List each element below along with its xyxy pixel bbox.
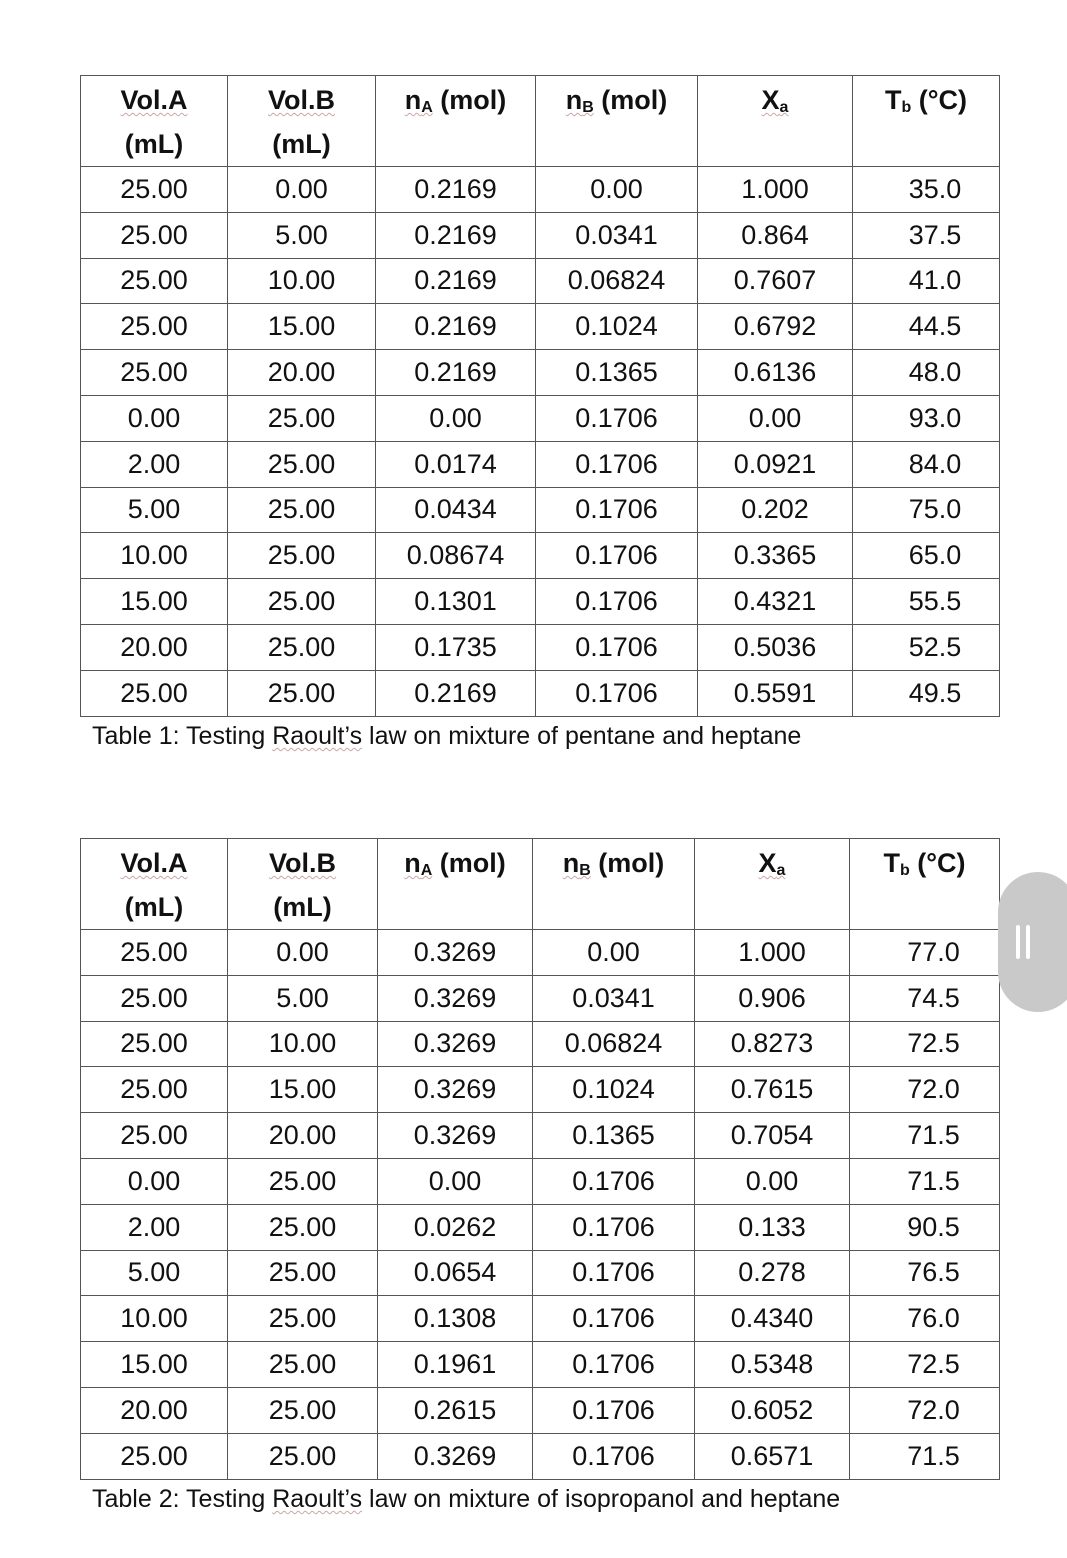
cell-n-a: 0.00 xyxy=(378,1158,533,1204)
cell-vol-a: 10.00 xyxy=(81,533,228,579)
cell-x-a: 0.00 xyxy=(695,1158,850,1204)
header-t-b: $T_b$ (°C) xyxy=(853,76,1000,167)
cell-n-a: 0.00 xyxy=(376,395,536,441)
cell-vol-a: 25.00 xyxy=(81,1067,228,1113)
cell-x-a: 0.7054 xyxy=(695,1113,850,1159)
cell-n-a: 0.2169 xyxy=(376,304,536,350)
cell-vol-b: 20.00 xyxy=(228,1113,378,1159)
table-row xyxy=(81,624,1000,670)
cell-vol-b: 25.00 xyxy=(228,441,376,487)
cell-t-b: 75.0 xyxy=(853,487,1000,533)
cell-n-b: 0.1706 xyxy=(536,670,698,716)
table-row xyxy=(81,258,1000,304)
pause-bars-icon xyxy=(998,872,1067,1012)
cell-vol-a: 25.00 xyxy=(81,258,228,304)
table-row xyxy=(81,975,1000,1021)
cell-n-b: 0.1024 xyxy=(533,1067,695,1113)
cell-n-b: 0.06824 xyxy=(536,258,698,304)
cell-x-a: 0.906 xyxy=(695,975,850,1021)
table-row xyxy=(81,212,1000,258)
cell-vol-a: 20.00 xyxy=(81,624,228,670)
cell-vol-b: 25.00 xyxy=(228,487,376,533)
header-n-b: $n_B$ (mol) xyxy=(533,839,695,930)
cell-n-b: 0.1706 xyxy=(533,1296,695,1342)
cell-vol-b: 0.00 xyxy=(228,930,378,976)
table-row xyxy=(81,1342,1000,1388)
cell-x-a: 0.7607 xyxy=(698,258,853,304)
cell-t-b: 49.5 xyxy=(853,670,1000,716)
cell-t-b: 76.0 xyxy=(850,1296,1000,1342)
cell-n-b: 0.1365 xyxy=(533,1113,695,1159)
cell-vol-b: 25.00 xyxy=(228,1433,378,1479)
cell-vol-a: 25.00 xyxy=(81,975,228,1021)
cell-vol-a: 25.00 xyxy=(81,1113,228,1159)
cell-t-b: 35.0 xyxy=(853,167,1000,213)
cell-vol-a: 5.00 xyxy=(81,487,228,533)
cell-n-b: 0.1706 xyxy=(536,441,698,487)
table-row xyxy=(81,441,1000,487)
cell-x-a: 0.4321 xyxy=(698,579,853,625)
cell-vol-b: 25.00 xyxy=(228,1158,378,1204)
cell-x-a: 0.6792 xyxy=(698,304,853,350)
cell-vol-a: 25.00 xyxy=(81,670,228,716)
cell-n-b: 0.1706 xyxy=(536,624,698,670)
cell-vol-a: 0.00 xyxy=(81,395,228,441)
cell-vol-a: 20.00 xyxy=(81,1387,228,1433)
cell-vol-b: 10.00 xyxy=(228,1021,378,1067)
cell-t-b: 84.0 xyxy=(853,441,1000,487)
cell-n-a: 0.2169 xyxy=(376,212,536,258)
cell-x-a: 0.6052 xyxy=(695,1387,850,1433)
cell-x-a: 0.278 xyxy=(695,1250,850,1296)
cell-n-a: 0.3269 xyxy=(378,1433,533,1479)
cell-vol-a: 25.00 xyxy=(81,1433,228,1479)
cell-t-b: 76.5 xyxy=(850,1250,1000,1296)
table-row xyxy=(81,395,1000,441)
data-table-1 xyxy=(80,75,1000,717)
cell-vol-b: 25.00 xyxy=(228,1296,378,1342)
cell-vol-a: 25.00 xyxy=(81,167,228,213)
cell-n-b: 0.06824 xyxy=(533,1021,695,1067)
header-x-a: $X_a$ xyxy=(695,839,850,930)
cell-t-b: 44.5 xyxy=(853,304,1000,350)
cell-n-a: 0.0174 xyxy=(376,441,536,487)
cell-n-a: 0.1961 xyxy=(378,1342,533,1388)
cell-x-a: 0.6136 xyxy=(698,350,853,396)
cell-vol-b: 25.00 xyxy=(228,579,376,625)
cell-vol-b: 10.00 xyxy=(228,258,376,304)
table-header-row xyxy=(81,76,1000,167)
cell-x-a: 0.3365 xyxy=(698,533,853,579)
cell-t-b: 37.5 xyxy=(853,212,1000,258)
cell-x-a: 0.0921 xyxy=(698,441,853,487)
cell-x-a: 0.8273 xyxy=(695,1021,850,1067)
cell-vol-a: 15.00 xyxy=(81,579,228,625)
cell-n-a: 0.0434 xyxy=(376,487,536,533)
table-1-body xyxy=(81,167,1000,717)
table-2-body xyxy=(81,930,1000,1480)
cell-vol-b: 20.00 xyxy=(228,350,376,396)
cell-n-b: 0.1706 xyxy=(536,395,698,441)
cell-n-b: 0.1706 xyxy=(533,1250,695,1296)
cell-vol-a: 25.00 xyxy=(81,304,228,350)
cell-t-b: 72.5 xyxy=(850,1342,1000,1388)
table-2-container xyxy=(80,838,1000,1480)
cell-n-b: 0.1706 xyxy=(533,1204,695,1250)
data-table-2 xyxy=(80,838,1000,1480)
cell-n-a: 0.1735 xyxy=(376,624,536,670)
header-vol-a: Vol.A (mL) xyxy=(81,76,228,167)
table-row xyxy=(81,1387,1000,1433)
cell-t-b: 71.5 xyxy=(850,1433,1000,1479)
cell-n-a: 0.2169 xyxy=(376,258,536,304)
cell-n-a: 0.3269 xyxy=(378,1067,533,1113)
cell-x-a: 0.4340 xyxy=(695,1296,850,1342)
cell-n-a: 0.1301 xyxy=(376,579,536,625)
cell-t-b: 55.5 xyxy=(853,579,1000,625)
header-vol-a: Vol.A (mL) xyxy=(81,839,228,930)
cell-n-b: 0.00 xyxy=(533,930,695,976)
header-vol-b: Vol.B (mL) xyxy=(228,839,378,930)
header-x-a: $X_a$ xyxy=(698,76,853,167)
cell-n-a: 0.2169 xyxy=(376,167,536,213)
cell-vol-b: 25.00 xyxy=(228,670,376,716)
cell-t-b: 72.0 xyxy=(850,1387,1000,1433)
cell-vol-a: 15.00 xyxy=(81,1342,228,1388)
cell-t-b: 77.0 xyxy=(850,930,1000,976)
table-row xyxy=(81,1433,1000,1479)
table-row xyxy=(81,304,1000,350)
table-row xyxy=(81,167,1000,213)
cell-t-b: 52.5 xyxy=(853,624,1000,670)
cell-t-b: 93.0 xyxy=(853,395,1000,441)
cell-t-b: 65.0 xyxy=(853,533,1000,579)
cell-x-a: 0.00 xyxy=(698,395,853,441)
table-row xyxy=(81,930,1000,976)
cell-n-b: 0.0341 xyxy=(536,212,698,258)
cell-n-b: 0.1706 xyxy=(533,1433,695,1479)
cell-n-a: 0.3269 xyxy=(378,1021,533,1067)
cell-t-b: 71.5 xyxy=(850,1158,1000,1204)
cell-n-b: 0.1024 xyxy=(536,304,698,350)
cell-x-a: 0.7615 xyxy=(695,1067,850,1113)
cell-vol-b: 0.00 xyxy=(228,167,376,213)
cell-vol-b: 25.00 xyxy=(228,533,376,579)
cell-vol-a: 2.00 xyxy=(81,441,228,487)
cell-t-b: 41.0 xyxy=(853,258,1000,304)
table-row xyxy=(81,1021,1000,1067)
cell-vol-b: 25.00 xyxy=(228,1342,378,1388)
cell-n-a: 0.0654 xyxy=(378,1250,533,1296)
header-t-b: $T_b$ (°C) xyxy=(850,839,1000,930)
cell-t-b: 72.0 xyxy=(850,1067,1000,1113)
cell-x-a: 0.5036 xyxy=(698,624,853,670)
table-row xyxy=(81,1204,1000,1250)
cell-n-b: 0.1706 xyxy=(536,487,698,533)
cell-vol-a: 5.00 xyxy=(81,1250,228,1296)
cell-vol-a: 0.00 xyxy=(81,1158,228,1204)
cell-n-a: 0.0262 xyxy=(378,1204,533,1250)
table-row xyxy=(81,487,1000,533)
table-row xyxy=(81,1250,1000,1296)
cell-n-a: 0.1308 xyxy=(378,1296,533,1342)
cell-x-a: 0.6571 xyxy=(695,1433,850,1479)
table-1-caption: Table 1: Testing Raoult’s law on mixture of pentane and heptane xyxy=(92,722,802,750)
cell-x-a: 0.133 xyxy=(695,1204,850,1250)
cell-vol-b: 5.00 xyxy=(228,975,378,1021)
cell-vol-a: 25.00 xyxy=(81,350,228,396)
cell-t-b: 71.5 xyxy=(850,1113,1000,1159)
header-n-a: $n_A$ (mol) xyxy=(378,839,533,930)
side-scroll-handle[interactable] xyxy=(998,872,1067,1012)
table-row xyxy=(81,579,1000,625)
cell-vol-b: 15.00 xyxy=(228,1067,378,1113)
cell-t-b: 74.5 xyxy=(850,975,1000,1021)
cell-vol-b: 25.00 xyxy=(228,624,376,670)
cell-vol-b: 15.00 xyxy=(228,304,376,350)
table-row xyxy=(81,1296,1000,1342)
cell-n-b: 0.1706 xyxy=(536,579,698,625)
cell-n-a: 0.3269 xyxy=(378,1113,533,1159)
table-row xyxy=(81,670,1000,716)
table-header-row xyxy=(81,839,1000,930)
cell-vol-b: 25.00 xyxy=(228,1204,378,1250)
cell-vol-a: 10.00 xyxy=(81,1296,228,1342)
cell-x-a: 1.000 xyxy=(698,167,853,213)
cell-vol-a: 2.00 xyxy=(81,1204,228,1250)
header-n-a: $n_A$ (mol) xyxy=(376,76,536,167)
table-row xyxy=(81,533,1000,579)
cell-vol-a: 25.00 xyxy=(81,1021,228,1067)
header-vol-b: Vol.B (mL) xyxy=(228,76,376,167)
header-n-b: $n_B$ (mol) xyxy=(536,76,698,167)
cell-t-b: 72.5 xyxy=(850,1021,1000,1067)
table-row xyxy=(81,350,1000,396)
cell-t-b: 48.0 xyxy=(853,350,1000,396)
table-row xyxy=(81,1158,1000,1204)
cell-vol-b: 5.00 xyxy=(228,212,376,258)
cell-n-a: 0.3269 xyxy=(378,975,533,1021)
cell-vol-a: 25.00 xyxy=(81,212,228,258)
cell-n-a: 0.3269 xyxy=(378,930,533,976)
cell-vol-a: 25.00 xyxy=(81,930,228,976)
cell-n-b: 0.1365 xyxy=(536,350,698,396)
table-row xyxy=(81,1067,1000,1113)
cell-n-a: 0.2169 xyxy=(376,350,536,396)
cell-vol-b: 25.00 xyxy=(228,1250,378,1296)
cell-n-a: 0.2615 xyxy=(378,1387,533,1433)
cell-t-b: 90.5 xyxy=(850,1204,1000,1250)
cell-n-b: 0.1706 xyxy=(533,1387,695,1433)
cell-vol-b: 25.00 xyxy=(228,395,376,441)
cell-n-b: 0.0341 xyxy=(533,975,695,1021)
cell-x-a: 0.864 xyxy=(698,212,853,258)
cell-x-a: 0.202 xyxy=(698,487,853,533)
cell-n-b: 0.1706 xyxy=(533,1342,695,1388)
cell-x-a: 0.5348 xyxy=(695,1342,850,1388)
cell-n-a: 0.2169 xyxy=(376,670,536,716)
table-1-container xyxy=(80,75,1000,717)
table-row xyxy=(81,1113,1000,1159)
cell-n-a: 0.08674 xyxy=(376,533,536,579)
cell-x-a: 1.000 xyxy=(695,930,850,976)
cell-x-a: 0.5591 xyxy=(698,670,853,716)
table-2-caption: Table 2: Testing Raoult’s law on mixture of isopropanol and heptane xyxy=(92,1485,841,1513)
cell-vol-b: 25.00 xyxy=(228,1387,378,1433)
cell-n-b: 0.1706 xyxy=(536,533,698,579)
cell-n-b: 0.1706 xyxy=(533,1158,695,1204)
cell-n-b: 0.00 xyxy=(536,167,698,213)
